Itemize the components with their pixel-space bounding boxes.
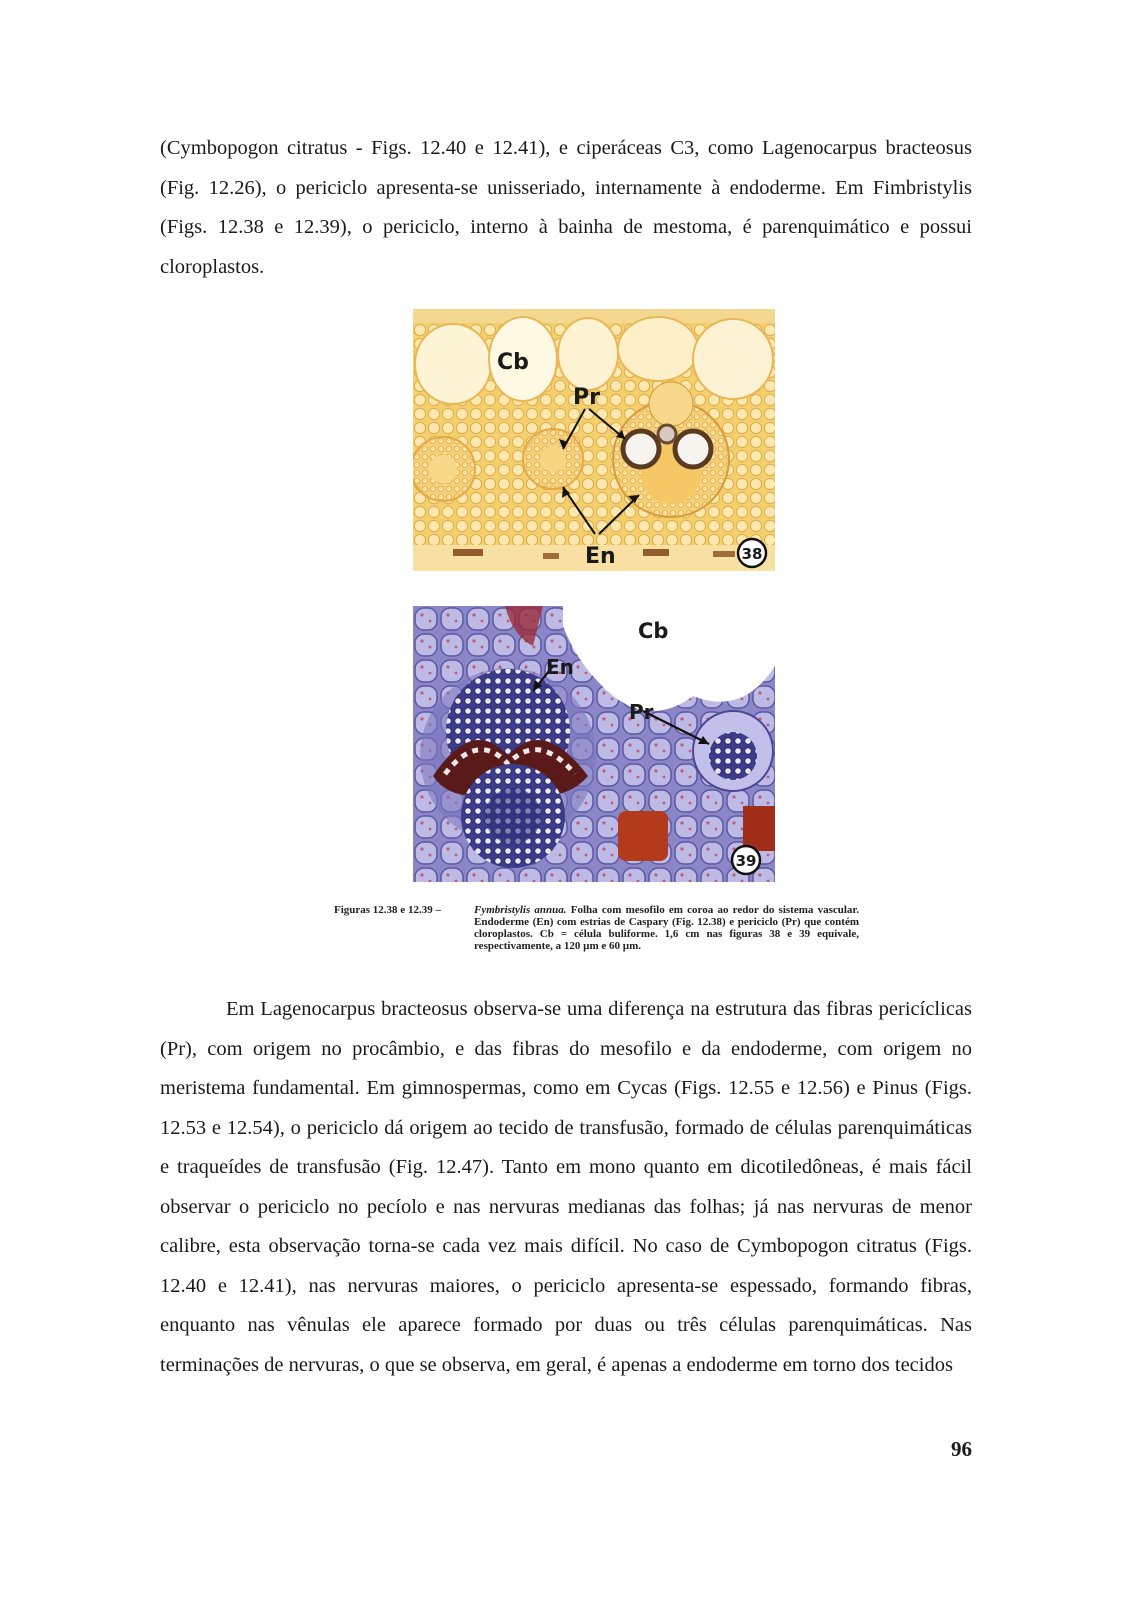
paragraph-top: (Cymbopogon citratus - Figs. 12.40 e 12.41), e ciperáceas C3, como Lagenocarpus bracteosus (Fig. 12.26), o periciclo apresenta-se unisseriado, internamente à endoderme. Em Fimbristylis (Figs. 12.38 e 12.39), o periciclo, interno à bainha de mestoma, é parenquimático e possui cloroplastos. — [160, 137, 972, 278]
caption-lead: Figuras 12.38 e 12.39 – — [334, 904, 441, 916]
micrograph-38-image — [413, 309, 775, 571]
micrograph-39-image — [413, 606, 775, 882]
label-en-38: En — [585, 544, 616, 569]
label-pr-38: Pr — [573, 385, 600, 410]
paragraph-bottom: Em Lagenocarpus bracteosus observa-se uma diferença na estrutura das fibras pericíclicas (Pr), com origem no procâmbio, e das fibras do mesofilo e da endoderme, com origem no meristema fundamental. Em gimnospermas, como em Cycas (Figs. 12.55 e 12.56) e Pinus (Figs. 12.53 e 12.54), o periciclo dá origem ao tecido de transfusão, formado de células parenquimáticas e traqueídes de transfusão (Fig. 12.47). Tanto em mono quanto em dicotiledôneas, é mais fácil observar o periciclo no pecíolo e nas nervuras medianas das folhas; já nas nervuras de menor calibre, esta observação torna-se cada vez mais difícil. No caso de Cymbopogon citratus (Figs. 12.40 e 12.41), nas nervuras maiores, o periciclo apresenta-se espessado, formando fibras, enquanto nas vênulas ele aparece formado por duas ou três células parenquimáticas. Nas terminações de nervuras, o que se observa, em geral, é apenas a endoderme em torno dos tecidos — [160, 998, 972, 1376]
figure-number-39: 39 — [735, 852, 757, 870]
figure-number-38: 38 — [741, 545, 763, 563]
label-en-39: En — [546, 655, 574, 679]
micrograph-figure-39 — [413, 606, 775, 882]
caption-text: Folha com mesofilo em coroa ao redor do sistema vascular. Endoderme (En) com estrias de Caspary (Fig. 12.38) e periciclo (Pr) que contém cloroplastos. Cb = célula buliforme. 1,6 cm nas figuras 38 e 39 equivale, respectivamente, a 120 µm e 60 µm. — [474, 904, 860, 952]
label-cb-39: Cb — [638, 619, 669, 643]
page-number: 96 — [951, 1437, 972, 1461]
label-cb-38: Cb — [497, 350, 529, 375]
caption-species: Fymbristylis annua. — [474, 904, 567, 916]
micrograph-figure-38 — [413, 309, 775, 571]
figure-caption — [334, 904, 859, 952]
label-pr-39: Pr — [629, 700, 654, 724]
caption-body — [474, 904, 859, 952]
